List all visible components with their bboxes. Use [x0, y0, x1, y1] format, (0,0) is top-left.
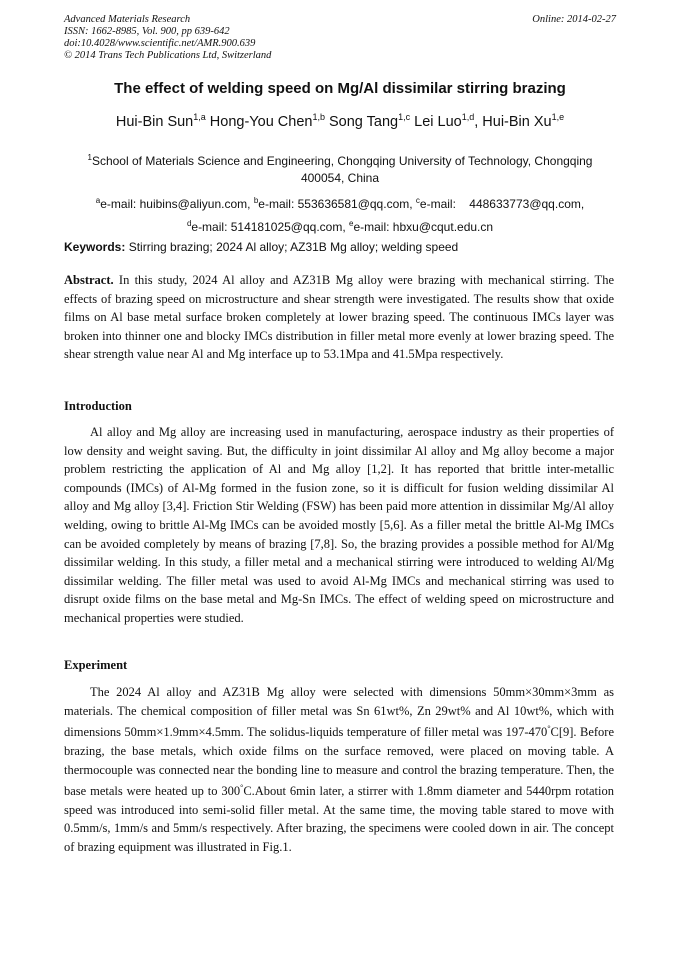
degree-sign: °: [240, 783, 244, 793]
author-emails: $^a$e-mail: huibins@aliyun.com, $^b$e-mail: 553636581@qq.com, $^c$e-mail: 448633773@qq.com, $^d$e-mail: 514181025@qq.com, $^e$e-mail: hbxu@cqut.edu.cn: [95, 196, 585, 234]
affiliation-line1: School of Materials Science and Engineering, Chongqing University of Technology, Chongqing: [91, 154, 593, 168]
email-b: e-mail: 553636581@qq.com,: [258, 197, 413, 211]
doi-line: doi:10.4028/www.scientific.net/AMR.900.639: [64, 38, 256, 49]
author-name: Song Tang: [329, 113, 399, 130]
degree-sign: °: [547, 724, 551, 734]
issn-line: ISSN: 1662-8985, Vol. 900, pp 639-642: [64, 26, 230, 37]
affiliation: [64, 149, 616, 187]
author-sup: 1,e: [551, 112, 565, 122]
abstract: [64, 271, 614, 364]
author-sup: 1,a: [193, 112, 206, 122]
author-name: Lei Luo: [414, 113, 462, 130]
abstract-label: Abstract.: [64, 273, 114, 287]
introduction-heading: Introduction: [64, 399, 132, 413]
author-name: Hong-You Chen: [209, 113, 313, 130]
author-name: Hui-Bin Xu: [482, 113, 552, 130]
email-a: e-mail: huibins@aliyun.com,: [100, 197, 251, 211]
author-name: Hui-Bin Sun: [115, 113, 194, 130]
journal-name: Advanced Materials Research: [64, 14, 191, 25]
keywords-text: Stirring brazing; 2024 Al alloy; AZ31B Mg alloy; welding speed: [128, 240, 459, 254]
author-sup: 1,d: [461, 112, 475, 122]
email-e: e-mail: hbxu@cqut.edu.cn: [353, 220, 494, 234]
experiment-text: [64, 683, 614, 857]
paper-title: The effect of welding speed on Mg/Al dissimilar stirring brazing: [114, 80, 566, 97]
email-d: e-mail: 514181025@qq.com,: [191, 220, 346, 234]
journal-header: [64, 14, 616, 62]
email-c: e-mail: 448633773@qq.com,: [419, 197, 585, 211]
experiment-part3: C.About 6min later, a stirrer with 1.8mm diameter and 5440rpm rotation speed was introduced into semi-solid filler metal. At the same time, the moving table stared to move with 0.5mm/s, 1mm/s and 5mm/s respectively. After brazing, the specimens were cooled down in air. The concept of brazing equipment was illustrated in Fig.1.: [64, 784, 615, 855]
author-sup: 1,c: [398, 112, 411, 122]
keywords: [64, 240, 616, 254]
affiliation-sup: 1: [87, 153, 92, 162]
abstract-text: In this study, 2024 Al alloy and AZ31B Mg alloy were brazing with mechanical stirring. The effects of brazing speed on microstructure and shear strength were investigated. The results show that oxide films on Al base metal surface broken completely at lower brazing speed. The continuous IMCs layer was broken into thinner one and blocky IMCs distribution in filler metal more evenly at lower brazing speed. The shear strength value near Al and Mg interface up to 53.1Mpa and 41.5Mpa respectively.: [64, 273, 614, 362]
keywords-label: Keywords:: [64, 240, 126, 254]
author-list: Hui-Bin Sun$^{1,a}$ Hong-You Chen$^{1,b}$ Song Tang$^{1,c}$ Lei Luo$^{1,d}$, Hui-Bin Xu$^{1,e}$: [115, 112, 565, 130]
online-date: Online: 2014-02-27: [532, 14, 616, 25]
experiment-part1: The 2024 Al alloy and AZ31B Mg alloy were selected with dimensions 50mm×30mm×3mm as materials. The chemical composition of filler metal was Sn 61wt%, Zn 29wt% and Al 10wt%, which with dimensions 50mm×1.9mm×4.5mm. The solidus-liquids temperature of filler metal was 197-470: [64, 685, 614, 740]
experiment-part2: C[9]. Before brazing, the base metals, which oxide films on the surface removed, were placed on moving table. A thermocouple was connected near the bonding line to measure and control the brazing temperature. Then, the base metals were heated up to 300: [64, 725, 615, 799]
author-sup: 1,b: [312, 112, 325, 122]
experiment-heading: Experiment: [64, 658, 128, 672]
affiliation-line2: 400054, China: [300, 171, 380, 185]
introduction-text: Al alloy and Mg alloy are increasing used in manufacturing, aerospace industry as their properties of low density and weight saving. But, the difficulty in joint dissimilar Al alloy and Mg alloy become a major problem restricting the application of Al and Mg alloy [1,2]. It has reported that brittle inter-metallic compounds (IMCs) of Al-Mg formed in the fusion zone, so it is difficult for fusion welding dissimilar Al alloy and Mg alloy [3,4]. Friction Stir Welding (FSW) has been paid more attention in dissimilar Mg/Al alloy welding, owing to brittle Al-Mg IMCs can be avoided mostly [5,6]. As a filler metal the brittle Al-Mg IMCs can be avoided completely by means of brazing [7,8]. So, the brazing provides a possible method for Al/Mg dissimilar welding. In this study, a filler metal and a mechanical stirring were introduced to welding Al/Mg dissimilar welding. The filler metal was used to avoid Al-Mg IMCs and mechanical stirring was used to disrupt oxide films on the base metal and Mg-Sn IMCs. The effect of welding speed on microstructure and mechanical properties were studied.: [64, 425, 614, 625]
copyright-line: © 2014 Trans Tech Publications Ltd, Switzerland: [64, 50, 272, 61]
